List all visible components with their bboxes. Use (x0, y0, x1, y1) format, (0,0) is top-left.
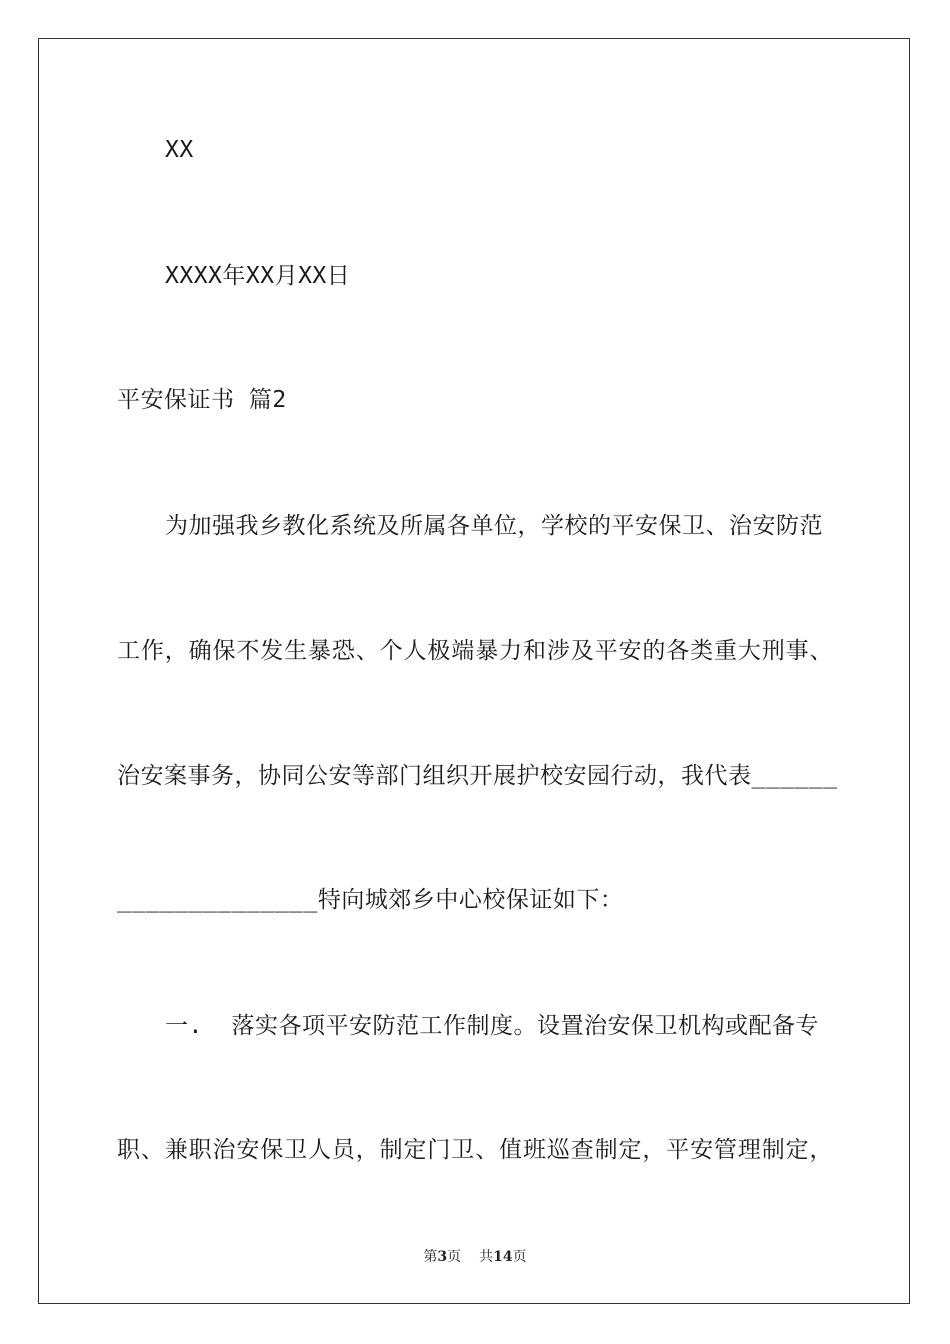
page-suffix: 页 (447, 1249, 462, 1265)
total-prefix: 共 (479, 1249, 494, 1265)
total-suffix: 页 (512, 1249, 527, 1265)
signature-line: XX (165, 137, 194, 163)
paragraph-line: 职、兼职治安保卫人员，制定门卫、值班巡查制定，平安管理制定， (117, 1137, 833, 1163)
page-number: 3 (437, 1249, 448, 1265)
date-line: XXXX年XX月XX日 (165, 263, 351, 289)
page-border (38, 38, 910, 1304)
paragraph-line: ______________特向城郊乡中心校保证如下： (117, 887, 624, 913)
paragraph-line: 工作，确保不发生暴恐、个人极端暴力和涉及平安的各类重大刑事、 (117, 638, 833, 664)
paragraph-line: 治安案事务，协同公安等部门组织开展护校安园行动，我代表______ (117, 763, 838, 789)
total-pages: 14 (493, 1249, 513, 1265)
paragraph-line: 一. 落实各项平安防范工作制度。设置治安保卫机构或配备专 (165, 1013, 820, 1039)
page-footer (0, 1248, 950, 1266)
paragraph-line: 为加强我乡教化系统及所属各单位，学校的平安保卫、治安防范 (165, 513, 823, 539)
section-title: 平安保证书 篇2 (117, 387, 287, 413)
page-prefix: 第 (423, 1249, 438, 1265)
